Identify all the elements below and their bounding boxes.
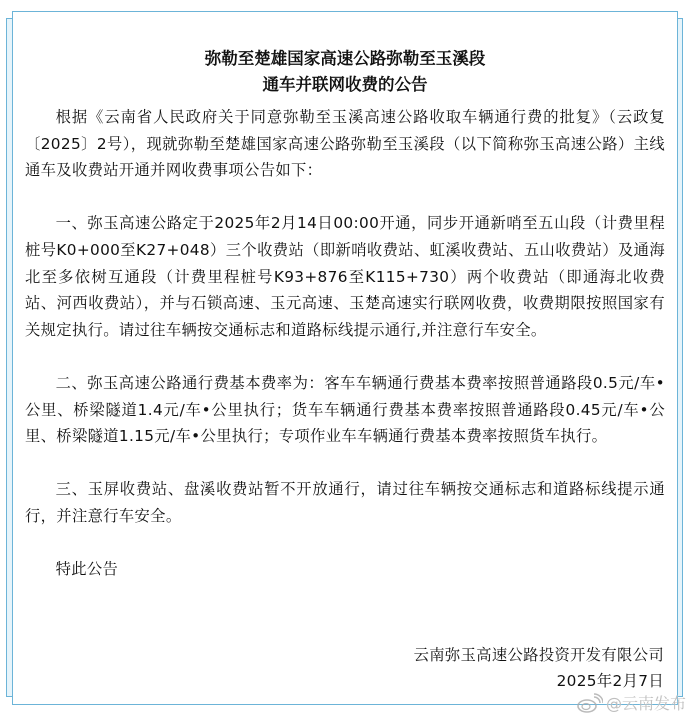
document-body	[25, 104, 665, 583]
clause-two-paragraph: 二、弥玉高速公路通行费基本费率为：客车车辆通行费基本费率按照普通路段0.5元/车•公里、桥梁隧道1.4元/车•公里执行；货车车辆通行费基本费率按照普通路段0.45元/车•公里、桥梁隧道1.15元/车•公里执行；专项作业车车辆通行费基本费率按照货车执行。	[25, 373, 665, 446]
signature-block	[414, 642, 664, 694]
document-title	[13, 46, 677, 98]
title-line-1: 弥勒至楚雄国家高速公路弥勒至玉溪段	[204, 49, 486, 68]
clause-three-paragraph: 三、玉屏收费站、盘溪收费站暂不开放通行，请过往车辆按交通标志和道路标线提示通行，并注意行车安全。	[25, 480, 665, 525]
watermark-text: @云南发布	[605, 694, 686, 713]
signature-organization: 云南弥玉高速公路投资开发有限公司	[413, 646, 664, 664]
closing-paragraph: 特此公告	[55, 560, 119, 579]
intro-paragraph: 根据《云南省人民政府关于同意弥勒至玉溪高速公路收取车辆通行费的批复》（云政复〔2025〕2号），现就弥勒至楚雄国家高速公路弥勒至玉溪段（以下简称弥玉高速公路）主线通车及收费站开通并网收费事项公告如下：	[25, 108, 665, 180]
signature-date: 2025年2月7日	[556, 672, 664, 690]
weibo-watermark	[577, 691, 686, 714]
title-line-2: 通车并联网收费的公告	[262, 75, 428, 94]
clause-one-paragraph: 一、弥玉高速公路定于2025年2月14日00:00开通，同步开通新哨至五山段（计费里程桩号K0+000至K27+048）三个收费站（即新哨收费站、虹溪收费站、五山收费站）及通海北至多依树互通段（计费里程桩号K93+876至K115+730）两个收费站（即通海北收费站、河西收费站），并与石锁高速、玉元高速、玉楚高速实行联网收费，收费期限按照国家有关规定执行。请过往车辆按交通标志和道路标线提示通行,并注意行车安全。	[25, 214, 665, 339]
weibo-icon	[577, 693, 603, 713]
